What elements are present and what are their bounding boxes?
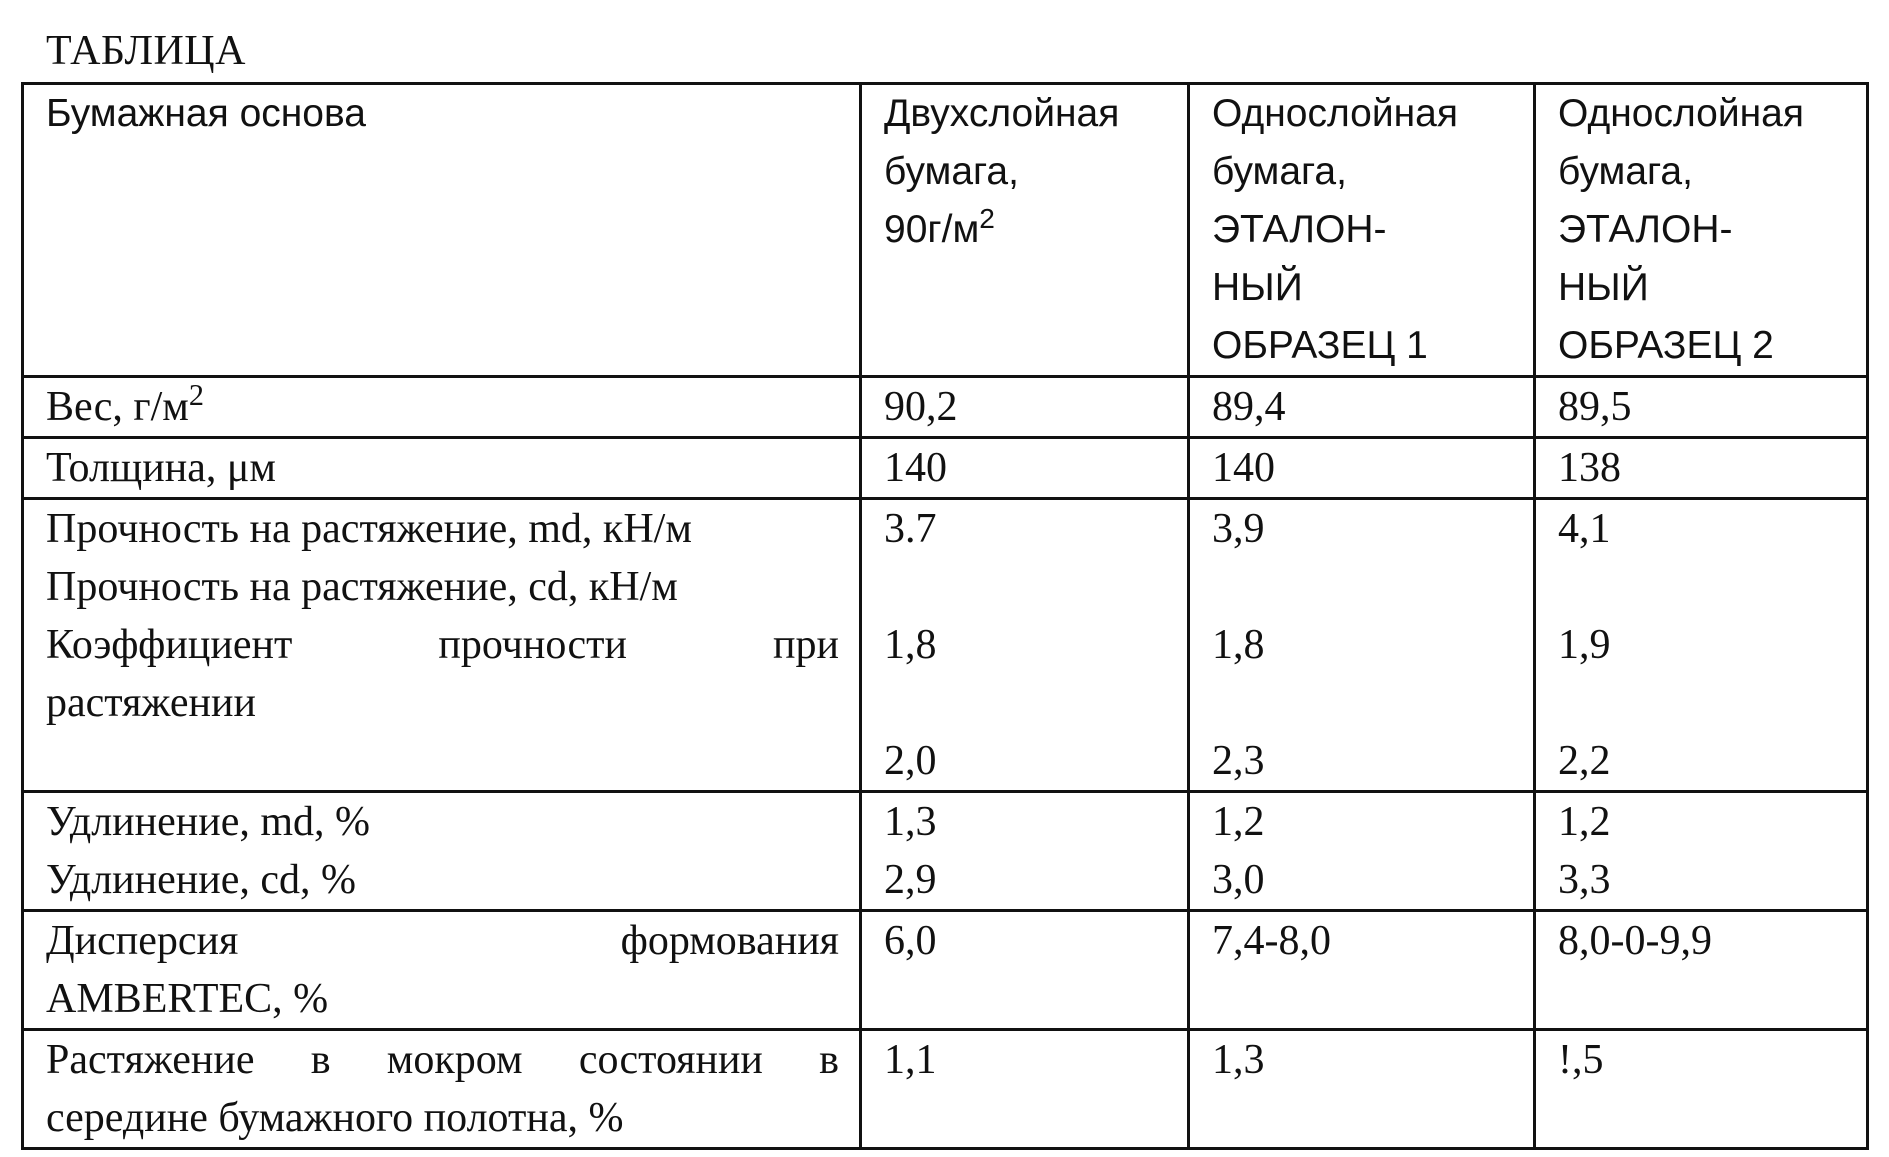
header-reference-2-cell <box>1535 84 1868 377</box>
header-text: ЭТАЛОН- <box>1212 208 1387 251</box>
header-text: бумага, <box>1558 150 1693 193</box>
value-text: 1,2 <box>1212 799 1265 845</box>
properties-table <box>21 82 1869 1150</box>
row-label <box>23 792 861 911</box>
value-cell: 6,0 <box>861 911 1189 1030</box>
value-cell: 1,3 <box>1189 1030 1535 1149</box>
value-text: 1,8 <box>884 622 937 668</box>
label-text: Вес, г/м <box>46 384 189 430</box>
table-row <box>23 911 1868 1030</box>
value-text: 4,1 <box>1558 506 1611 552</box>
superscript: 2 <box>979 202 995 234</box>
value-cell <box>1189 499 1535 792</box>
label-text: AMBERTEC, % <box>46 976 329 1022</box>
row-label <box>23 1030 861 1149</box>
label-text: Прочность на растяжение, md, кН/м <box>46 506 692 552</box>
table-caption: ТАБЛИЦА <box>46 28 246 74</box>
table-row <box>23 438 1868 499</box>
header-text: бумага, <box>884 150 1019 193</box>
table-row <box>23 499 1868 792</box>
value-cell: 1,1 <box>861 1030 1189 1149</box>
value-cell: 140 <box>861 438 1189 499</box>
value-text: 2,0 <box>884 738 937 784</box>
value-text: 3,9 <box>1212 506 1265 552</box>
spacer <box>884 558 1167 616</box>
label-text: Растяжение в мокром состоянии в <box>46 1037 839 1083</box>
table-row <box>23 792 1868 911</box>
table-row <box>23 377 1868 438</box>
header-text: бумага, <box>1212 150 1347 193</box>
value-text: 3,0 <box>1212 857 1265 903</box>
spacer <box>1212 674 1513 732</box>
spacer <box>1558 558 1846 616</box>
value-cell <box>1535 792 1868 911</box>
value-text: 2,9 <box>884 857 937 903</box>
value-text: 2,3 <box>1212 738 1265 784</box>
value-text: 3,3 <box>1558 857 1611 903</box>
value-cell <box>1189 792 1535 911</box>
value-cell: 140 <box>1189 438 1535 499</box>
value-text: 1,2 <box>1558 799 1611 845</box>
value-text: 3.7 <box>884 506 937 552</box>
header-two-layer-cell <box>861 84 1189 377</box>
label-text: Прочность на растяжение, cd, кН/м <box>46 564 678 610</box>
label-text: Удлинение, md, % <box>46 799 371 845</box>
row-label <box>23 911 861 1030</box>
header-text: Однослойная <box>1212 92 1458 135</box>
header-label: Бумажная основа <box>46 92 366 135</box>
value-cell: !,5 <box>1535 1030 1868 1149</box>
value-cell: 7,4-8,0 <box>1189 911 1535 1030</box>
value-cell <box>861 499 1189 792</box>
label-text: растяжении <box>46 680 256 726</box>
header-text: ОБРАЗЕЦ 2 <box>1558 324 1774 367</box>
row-label <box>23 499 861 792</box>
superscript: 2 <box>188 377 204 412</box>
value-cell: 89,5 <box>1535 377 1868 438</box>
header-text: Двухслойная <box>884 92 1120 135</box>
header-label-cell <box>23 84 861 377</box>
value-text: 1,8 <box>1212 622 1265 668</box>
label-text: Дисперсия формования <box>46 918 839 964</box>
value-cell: 89,4 <box>1189 377 1535 438</box>
value-text: 1,9 <box>1558 622 1611 668</box>
value-cell <box>861 792 1189 911</box>
label-text: Удлинение, cd, % <box>46 857 356 903</box>
header-text: Однослойная <box>1558 92 1804 135</box>
header-text: ОБРАЗЕЦ 1 <box>1212 324 1428 367</box>
header-text: ЭТАЛОН- <box>1558 208 1733 251</box>
label-text: середине бумажного полотна, % <box>46 1095 624 1141</box>
header-unit: 90г/м <box>884 208 980 251</box>
spacer <box>1558 674 1846 732</box>
table-row <box>23 1030 1868 1149</box>
value-text: 1,3 <box>884 799 937 845</box>
value-cell: 90,2 <box>861 377 1189 438</box>
header-text: НЫЙ <box>1212 266 1303 309</box>
value-cell <box>1535 499 1868 792</box>
header-row <box>23 84 1868 377</box>
value-text: 2,2 <box>1558 738 1611 784</box>
label-text: Коэффициент прочности при <box>46 622 839 668</box>
row-label: Толщина, μм <box>23 438 861 499</box>
header-text <box>884 201 1167 259</box>
spacer <box>884 674 1167 732</box>
header-text: НЫЙ <box>1558 266 1649 309</box>
header-reference-1-cell <box>1189 84 1535 377</box>
row-label <box>23 377 861 438</box>
spacer <box>1212 558 1513 616</box>
value-cell: 138 <box>1535 438 1868 499</box>
value-cell: 8,0-0-9,9 <box>1535 911 1868 1030</box>
